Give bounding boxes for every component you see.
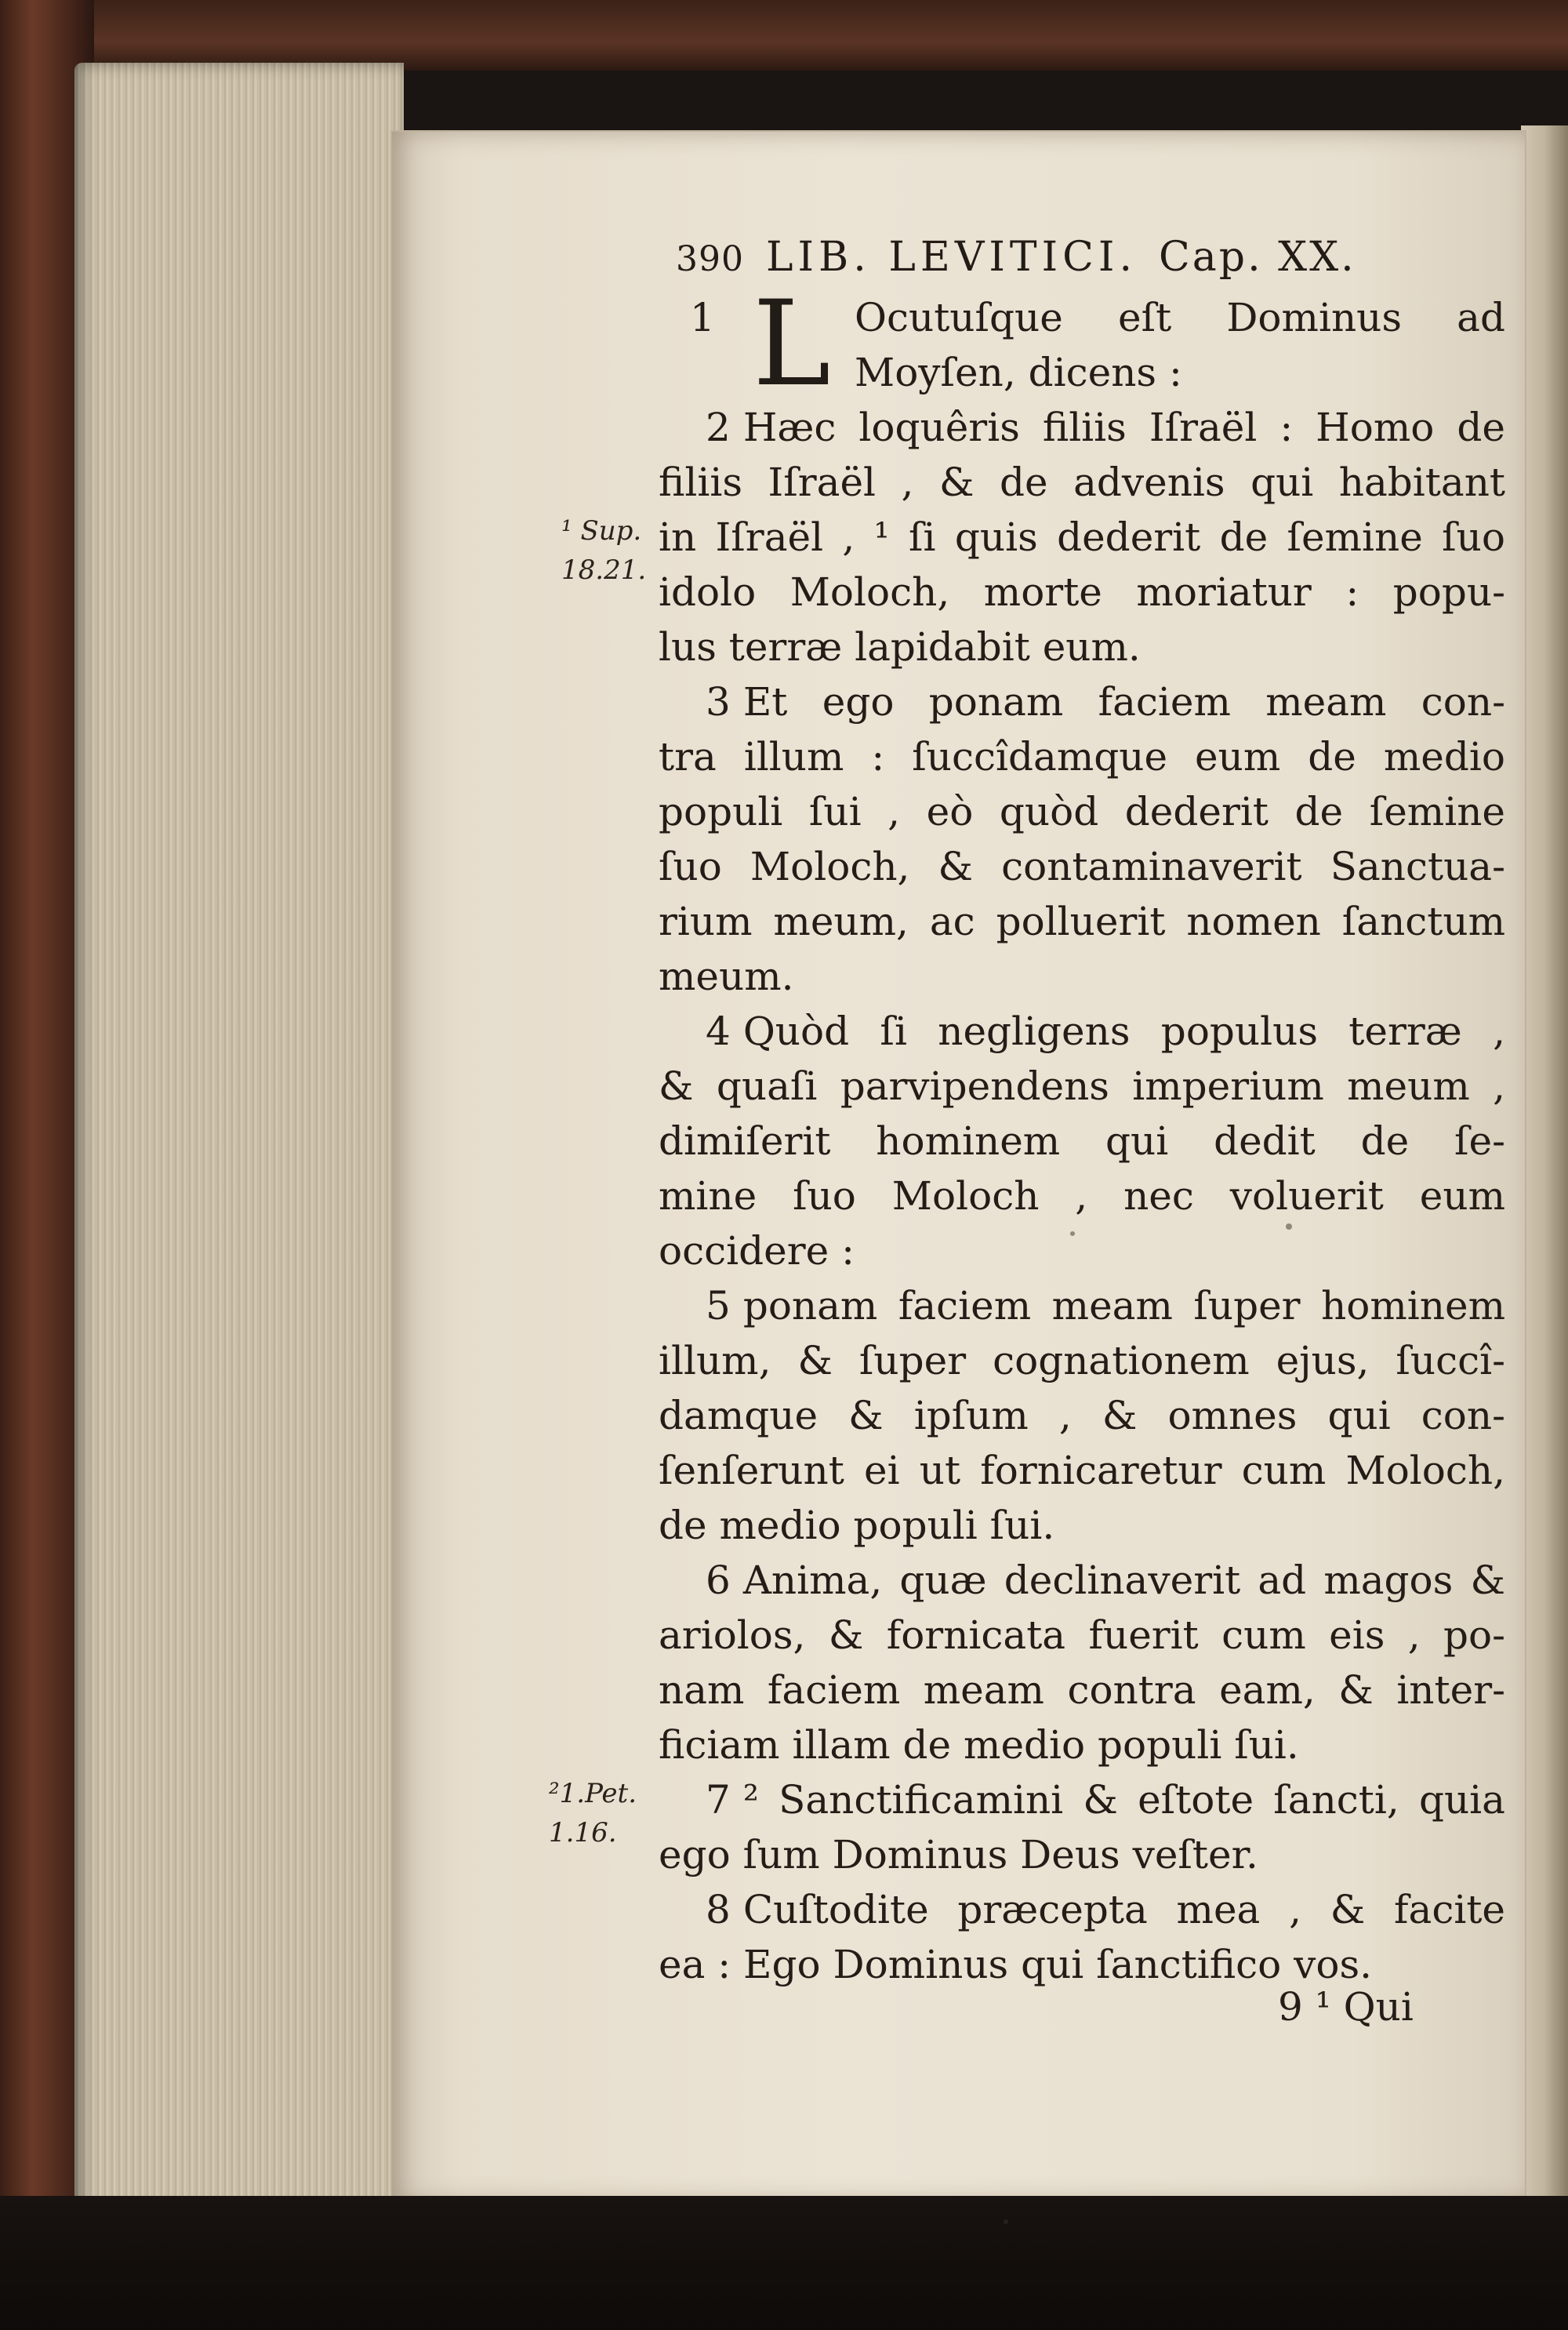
verse-7	[659, 1772, 1505, 1882]
verse-line: ea : Ego Dominus qui ſanctifico vos.	[659, 1942, 1373, 1987]
paper-speck	[1070, 1231, 1075, 1236]
verse-line: ficiam illam de medio populi ſui.	[659, 1722, 1299, 1768]
verse-text: Quòd ſi negligens populus terræ ,	[742, 1009, 1505, 1054]
verse-text: ² Sanctificamini & eſtote ſancti, quia	[742, 1777, 1505, 1823]
verse-number: 5	[706, 1283, 731, 1329]
verse-4	[659, 1004, 1505, 1278]
verse-line: Moyſen, dicens :	[855, 350, 1182, 395]
verse-1	[659, 276, 1505, 413]
verse-line: ſuo Moloch, & contaminaverit Sanctua-	[659, 844, 1505, 889]
verse-2	[659, 400, 1505, 674]
verse-line	[659, 1004, 1505, 1059]
verse-line: de medio populi ſui.	[659, 1503, 1055, 1548]
verse-line: illum, & ſuper cognationem ejus, ſuccî-	[659, 1338, 1505, 1383]
verse-line	[659, 1553, 1505, 1608]
verse-line: damque & ipſum , & omnes qui con-	[659, 1393, 1505, 1438]
margin-note-pet	[549, 1774, 637, 1852]
verse-line: tra illum : ſuccîdamque eum de medio	[659, 734, 1505, 780]
book-cover-bottom	[0, 2196, 1568, 2330]
margin-note-sup	[561, 511, 646, 590]
paper-speck	[1286, 1223, 1292, 1230]
verse-line: mine ſuo Moloch , nec voluerit eum	[659, 1173, 1505, 1219]
page-number: 390	[676, 239, 744, 279]
verse-line	[659, 1882, 1505, 1937]
paper-speck	[1004, 2219, 1008, 2224]
catchword: 9 ¹ Qui	[1278, 1984, 1414, 2030]
verse-number: 2	[706, 405, 731, 450]
drop-cap: L	[753, 276, 831, 413]
page-stack-edges	[74, 63, 404, 2227]
verse-3	[659, 674, 1505, 1004]
verse-line	[659, 1278, 1505, 1333]
verse-line: ſenſerunt ei ut fornicaretur cum Moloch,	[659, 1448, 1505, 1493]
verse-line: ego ſum Dominus Deus veſter.	[659, 1832, 1258, 1877]
verse-line: populi ſui , eò quòd dederit de ſemine	[659, 789, 1505, 834]
verse-line: ariolos, & fornicata fuerit cum eis , po-	[659, 1612, 1505, 1658]
margin-note-ref: ²1.Pet.	[549, 1778, 637, 1809]
margin-note-ref: ¹ Sup.	[561, 515, 642, 547]
verse-line: & quaſi parvipendens imperium meum ,	[659, 1063, 1505, 1109]
verse-number: 8	[706, 1887, 731, 1932]
margin-note-loc: 18.21.	[561, 554, 647, 586]
verse-number: 4	[706, 1009, 731, 1054]
verse-number: 1	[690, 295, 715, 340]
verse-line: filiis Iſraël , & de advenis qui habitant	[659, 460, 1505, 505]
verse-line	[659, 674, 1505, 729]
verse-number: 6	[706, 1558, 731, 1603]
body-text	[659, 276, 1505, 1992]
verse-text: Hæc loquêris filiis Iſraël : Homo de	[742, 405, 1505, 450]
verse-6	[659, 1553, 1505, 1772]
verse-text: ponam faciem meam ſuper hominem	[742, 1283, 1505, 1329]
verse-text: Anima, quæ declinaverit ad magos &	[742, 1558, 1505, 1603]
verse-line: Ocutuſque eſt Dominus ad	[855, 295, 1505, 340]
verse-line: idolo Moloch, morte moriatur : popu-	[659, 569, 1505, 615]
verse-5	[659, 1278, 1505, 1553]
book-title: LIB. LEVITICI.	[765, 234, 1137, 281]
verse-line: meum.	[659, 954, 794, 999]
verse-number: 7	[706, 1777, 731, 1823]
page-edge-right	[1521, 125, 1568, 2204]
verse-line: rium meum, ac polluerit nomen ſanctum	[659, 899, 1505, 944]
chapter-label: Cap. XX.	[1159, 234, 1356, 281]
verse-8	[659, 1882, 1505, 1992]
verse-line: dimiſerit hominem qui dedit de ſe-	[659, 1118, 1505, 1164]
margin-note-loc: 1.16.	[549, 1817, 617, 1848]
verse-text: Et ego ponam faciem meam con-	[742, 679, 1505, 725]
verse-line	[659, 1772, 1505, 1827]
verse-line: lus terræ lapidabit eum.	[659, 624, 1141, 670]
verse-line: in Iſraël , ¹ ſi quis dederit de ſemine ſuo	[659, 514, 1505, 560]
verse-line: occidere :	[659, 1228, 855, 1274]
verse-line: nam faciem meam contra eam, & inter-	[659, 1667, 1505, 1713]
verse-number: 3	[706, 679, 731, 725]
verse-text: Cuſtodite præcepta mea , & facite	[742, 1887, 1505, 1932]
book-cover-top	[31, 0, 1568, 71]
